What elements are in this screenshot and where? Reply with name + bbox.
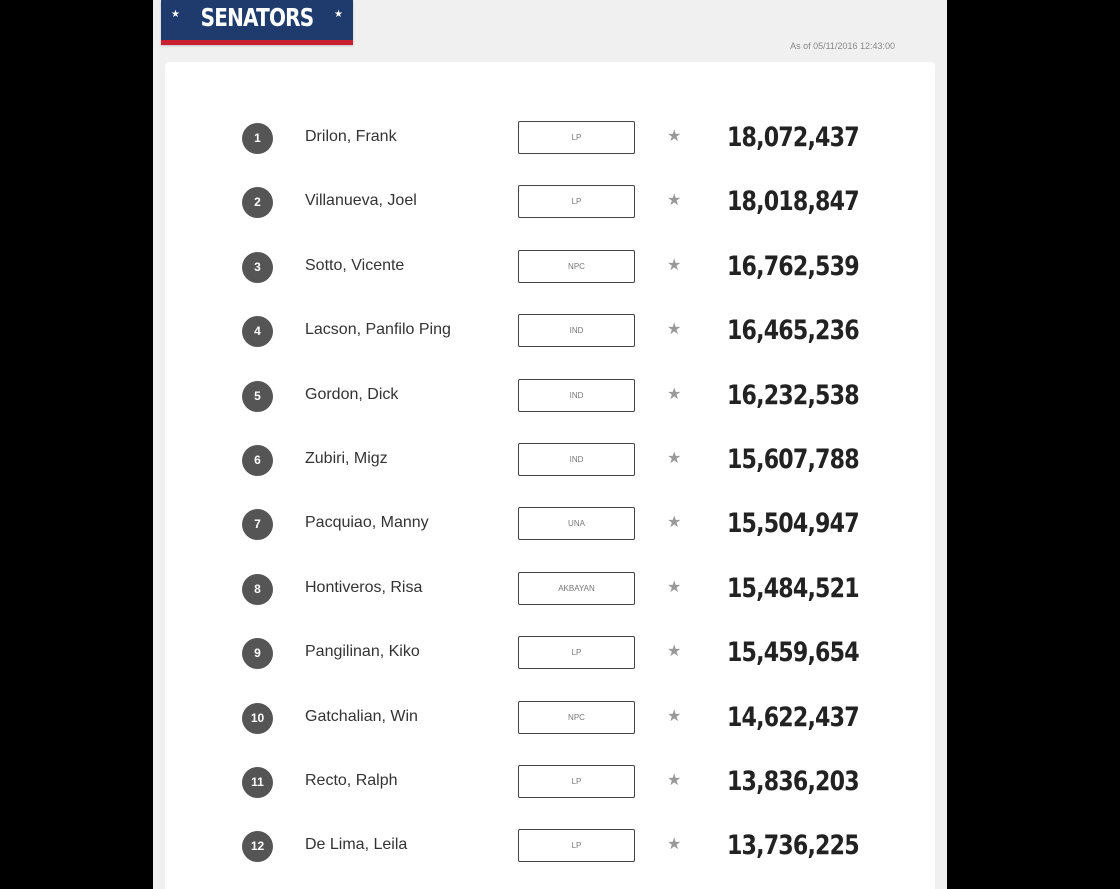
star-icon[interactable]: ★ xyxy=(667,450,682,467)
star-icon[interactable]: ★ xyxy=(667,836,682,854)
vote-count: 14,622,437 xyxy=(727,701,859,733)
party-box: IND xyxy=(518,379,635,412)
rank-badge: 4 xyxy=(242,316,273,347)
vote-count: 16,465,236 xyxy=(727,315,859,347)
party-box: UNA xyxy=(518,507,635,540)
candidate-row xyxy=(153,313,947,353)
party-box: LP xyxy=(518,121,635,154)
candidate-row xyxy=(153,764,947,804)
vote-count: 15,504,947 xyxy=(727,508,859,540)
vote-count: 13,736,225 xyxy=(727,830,859,862)
party-box: IND xyxy=(518,314,635,347)
candidate-name: Pacquiao, Manny xyxy=(305,514,429,532)
candidate-row xyxy=(153,249,947,289)
candidate-name: Zubiri, Migz xyxy=(305,450,388,467)
star-icon[interactable]: ★ xyxy=(667,772,682,789)
candidate-name: De Lima, Leila xyxy=(305,836,408,854)
star-icon[interactable]: ★ xyxy=(667,578,682,596)
rank-badge: 7 xyxy=(242,509,273,540)
rank-badge: 9 xyxy=(242,638,273,669)
rank-badge: 8 xyxy=(242,574,273,605)
candidate-row xyxy=(153,506,947,546)
candidate-name: Sotto, Vicente xyxy=(305,256,405,274)
candidate-name: Gordon, Dick xyxy=(305,385,399,403)
vote-count: 18,018,847 xyxy=(727,186,859,218)
party-box: LP xyxy=(518,185,635,218)
party-box: LP xyxy=(518,765,635,798)
rank-badge: 12 xyxy=(242,831,273,862)
rank-badge: 11 xyxy=(242,767,273,798)
candidate-row xyxy=(153,700,947,740)
party-box: AKBAYAN xyxy=(518,572,635,605)
candidate-row xyxy=(153,184,947,224)
star-icon[interactable]: ★ xyxy=(667,643,682,661)
banner-star-right-icon: ★ xyxy=(334,9,343,20)
party-box: LP xyxy=(518,636,635,669)
candidate-name: Gatchalian, Win xyxy=(305,707,418,725)
vote-count: 16,762,539 xyxy=(727,250,859,282)
star-icon[interactable]: ★ xyxy=(667,256,682,274)
candidate-row xyxy=(153,635,947,675)
timestamp: As of 05/11/2016 12:43:00 xyxy=(790,41,895,51)
candidate-row xyxy=(153,571,947,611)
star-icon[interactable]: ★ xyxy=(667,128,682,145)
candidate-name: Villanueva, Joel xyxy=(305,192,417,210)
star-icon[interactable]: ★ xyxy=(667,192,682,210)
candidate-row xyxy=(153,828,947,868)
star-icon[interactable]: ★ xyxy=(667,514,682,532)
candidate-name: Drilon, Frank xyxy=(305,128,397,145)
candidate-name: Pangilinan, Kiko xyxy=(305,643,420,661)
candidate-name: Recto, Ralph xyxy=(305,772,398,789)
candidate-name: Hontiveros, Risa xyxy=(305,578,423,596)
rank-badge: 10 xyxy=(242,703,273,734)
candidate-row xyxy=(153,120,947,160)
candidate-row xyxy=(153,378,947,418)
rank-badge: 6 xyxy=(242,445,273,476)
vote-count: 15,484,521 xyxy=(727,572,859,604)
star-icon[interactable]: ★ xyxy=(667,321,682,339)
vote-count: 15,459,654 xyxy=(727,637,859,669)
rank-badge: 5 xyxy=(242,381,273,412)
banner-star-left-icon: ★ xyxy=(171,9,180,20)
vote-count: 18,072,437 xyxy=(727,122,859,153)
party-box: NPC xyxy=(518,250,635,283)
senators-banner xyxy=(161,0,353,45)
rank-badge: 2 xyxy=(242,187,273,218)
candidate-name: Lacson, Panfilo Ping xyxy=(305,321,451,339)
results-panel xyxy=(153,0,947,889)
star-icon[interactable]: ★ xyxy=(667,385,682,403)
rank-badge: 1 xyxy=(242,123,273,154)
candidate-row xyxy=(153,442,947,482)
party-box: IND xyxy=(518,443,635,476)
vote-count: 13,836,203 xyxy=(727,766,859,797)
star-icon[interactable]: ★ xyxy=(667,707,682,725)
section-title: SENATORS xyxy=(200,3,314,32)
party-box: NPC xyxy=(518,701,635,734)
vote-count: 15,607,788 xyxy=(727,444,859,475)
rank-badge: 3 xyxy=(242,252,273,283)
party-box: LP xyxy=(518,829,635,862)
vote-count: 16,232,538 xyxy=(727,379,859,411)
